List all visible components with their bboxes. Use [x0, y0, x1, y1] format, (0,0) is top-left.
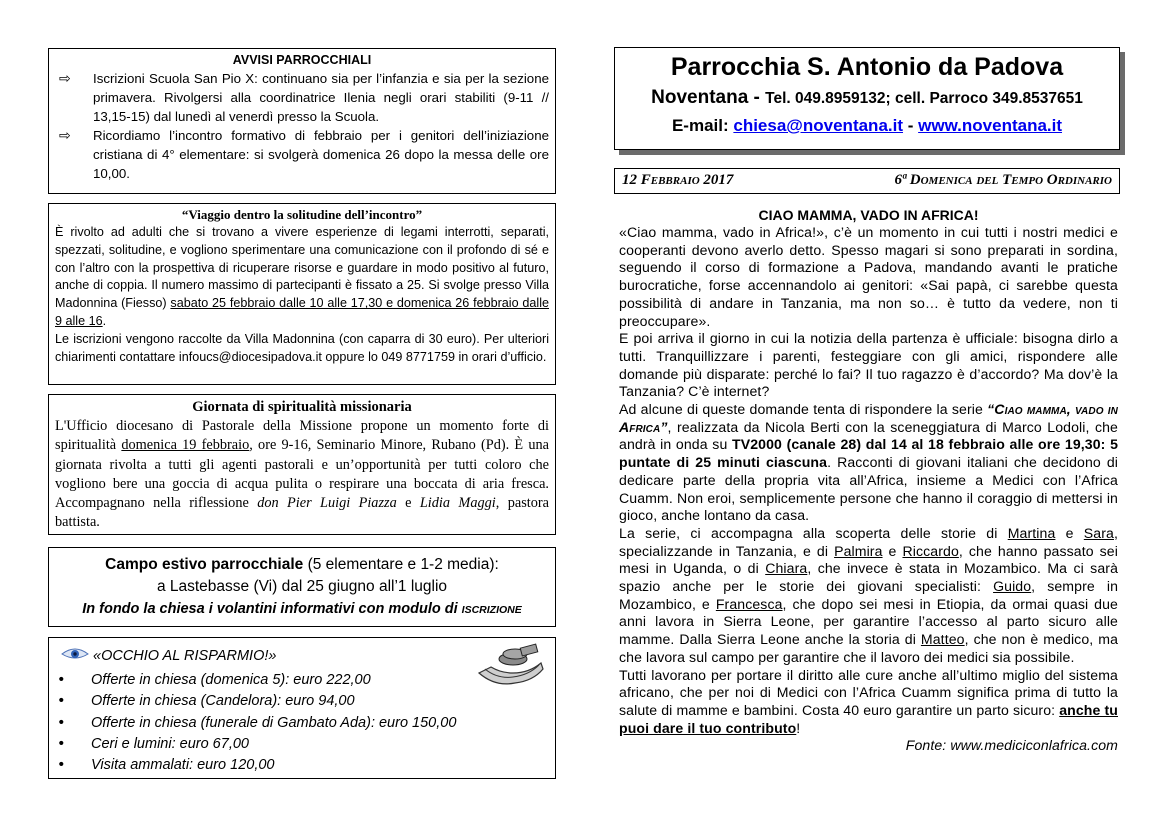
- viaggio-text: .: [102, 313, 107, 328]
- article-paragraph: [619, 525, 1118, 667]
- avvisi-item: [55, 69, 549, 126]
- avvisi-parrocchiali-box: [48, 48, 556, 194]
- list-item-text: Offerte in chiesa (funerale di Gambato Ada): euro 150,00: [91, 714, 457, 731]
- article-text: , che hanno passato sei mesi in Uganda, o di: [619, 542, 1118, 577]
- article-text: Ad alcune di queste domande tenta di rispondere la serie: [619, 401, 988, 418]
- hands-offering-icon: [475, 643, 547, 689]
- parish-header: [614, 47, 1120, 150]
- campo-title: Campo estivo parrocchiale: [105, 556, 304, 573]
- liturgical-sunday: 6ª Domenica del Tempo Ordinario: [894, 172, 1112, 188]
- avvisi-item: [55, 126, 549, 183]
- article-text: , che dopo sei mesi in Etiopia, da ormai quasi due anni lavora in Sierra Leone, per garantire l’accesso al parto sicuro alle mamme. Dalla Sierra Leone anche la storia di: [619, 595, 1118, 648]
- giornata-text: e: [396, 495, 420, 512]
- article-text: La serie, ci accompagna alla scoperta delle storie di: [619, 524, 1008, 541]
- campo-line: [53, 554, 551, 576]
- person-name: Sara: [1083, 524, 1114, 541]
- viaggio-box: [48, 203, 556, 385]
- article-text: e: [882, 542, 903, 559]
- eye-icon: [61, 647, 89, 661]
- parish-town: Noventana -: [651, 87, 766, 108]
- article-text: , che non è medico, ma che lavora sul campo per garantire che il lavoro dei medici sia possibile.: [619, 631, 1119, 665]
- website-link[interactable]: www.noventana.it: [918, 116, 1063, 135]
- viaggio-contacts: Le iscrizioni vengono raccolte da Villa Madonnina (con caparra di 30 euro). Per ulteriori chiarimenti contattare infoucs@diocesipadova.it oppure lo 049 8771759 in orari d’ufficio.: [55, 331, 549, 364]
- avvisi-item-text: Ricordiamo l’incontro formativo di febbraio per i genitori dell’iniziazione cristiana di 4° elementare: si svolgerà domenica 26 dopo la messa delle ore 10,00.: [93, 128, 549, 181]
- article-source: Fonte: www.mediciconlafrica.com: [905, 737, 1118, 754]
- separator: -: [903, 116, 919, 135]
- article-text: , specializzande in Tanzania, e di: [619, 524, 1118, 559]
- avvisi-item-text: Iscrizioni Scuola San Pio X: continuano sia per l’infanzia e sia per la sezione primavera. Rivolgersi alla coordinatrice Ilenia negli orari stabiliti (9-11 // 13,15-15) dal lunedì al venerdì presso la Scuola.: [93, 71, 549, 124]
- campo-classes: (5 elementare e 1-2 media):: [303, 556, 499, 573]
- article-title: CIAO MAMMA, VADO IN AFRICA!: [758, 207, 979, 223]
- email-label: E-mail:: [671, 116, 734, 135]
- list-item-text: Offerte in chiesa (Candelora): euro 94,00: [91, 693, 355, 710]
- bullet-icon: •: [57, 693, 66, 710]
- campo-note-sc: ISCRIZIONE: [461, 604, 522, 616]
- call-to-action: anche tu puoi dare il tuo contributo: [619, 701, 1118, 736]
- list-item-text: Offerte in chiesa (domenica 5): euro 222,00: [91, 672, 371, 688]
- viaggio-text: È rivolto ad adulti che si trovano a vivere esperienze di legami interrotti, separati, spezzati, solitudine, e vogliono sperimentare una comunicazione con il profondo di sé e con l’altro con la prospettiva di ricuperare risorse e guardare in modo positivo al futuro, anche di coppia. Il numero massimo di partecipanti è fissato a 25. Si svolge presso Villa Madonnina (Fiesso): [55, 225, 549, 311]
- person-name: Francesca: [715, 595, 783, 612]
- viaggio-title: “Viaggio dentro la solitudine dell’incontro”: [181, 207, 423, 222]
- parish-web: [615, 113, 1119, 139]
- giornata-body: [55, 417, 549, 533]
- giornata-text: , ore 9-16, Seminario Minore, Rubano (Pd). È una giornata rivolta a tutti gli agenti pastorali e un’opportunità per tutti coloro che vogliono bere una goccia di acqua pulita o respirare una boccata di aria fresca. Accompagnano nella riflessione: [55, 437, 549, 512]
- article-text: , che invece è stata in Mozambico. Ma ci sarà spazio anche per le storie dei giovani specialisti:: [619, 560, 1119, 595]
- arrow-right-icon: ⇨: [59, 70, 71, 86]
- campo-location: a Lastebasse (Vi) dal 25 giugno all’1 luglio: [156, 578, 448, 595]
- article-text: . Racconti di giovani italiani che decidono di dedicare parte della propria vita all’Africa, insieme a Medici con l’Africa Cuamm. Non eroi, semplicemente persone che hanno il coraggio di mettersi in gioco, anche lontano da casa.: [619, 454, 1118, 524]
- bullet-icon: •: [57, 714, 66, 731]
- bullet-icon: •: [57, 672, 66, 688]
- article-text: e: [1055, 524, 1084, 541]
- list-item: [57, 691, 456, 712]
- arrow-right-icon: ⇨: [59, 127, 71, 143]
- article-text: Tutti lavorano per portare il diritto alle cure anche all’ultimo miglio del sistema africano, che per noi di Medici con l’Africa Cuamm significa prima di tutto la salute di mamme e bambini. Costa 40 euro garantire un parto sicuro:: [619, 666, 1118, 718]
- occhio-risparmio-box: [48, 637, 556, 779]
- parish-contacts: [615, 84, 1119, 113]
- campo-estivo-box: [48, 547, 556, 627]
- person-name: Palmira: [834, 542, 883, 559]
- parish-phone: Tel. 049.8959132; cell. Parroco 349.8537651: [765, 90, 1083, 107]
- article-paragraph: «Ciao mamma, vado in Africa!», c’è un momento in cui tutti i nostri medici e cooperanti devono averlo detto. Spesso magari si sono preparati in sordina, seguendo il corso di formazione a Padova, mandando avanti le pratiche burocratiche, forse accennandolo ai genitori: «Sai papà, ci sarebbe questa possibilità di andare in Tanzania, ma non so… è tutto da vedere, non ti preoccupare».: [619, 224, 1118, 329]
- list-item: [57, 755, 456, 776]
- avvisi-title: AVVISI PARROCCHIALI: [232, 53, 372, 67]
- bullet-icon: •: [57, 757, 66, 774]
- viaggio-dates: sabato 25 febbraio dalle 10 alle 17,30 e domenica 26 febbraio dalle 9 alle 16: [55, 296, 550, 328]
- giornata-title: Giornata di spiritualità missionaria: [192, 399, 412, 415]
- article-paragraph: [619, 401, 1118, 525]
- giornata-text: , pastora battista.: [55, 495, 550, 531]
- article-text: , realizzata da Nicola Berti con la sceneggiatura di Marco Lodoli, che andrà in onda su: [619, 418, 1118, 453]
- list-item: [57, 713, 456, 734]
- campo-note: [53, 598, 551, 621]
- offerte-list: [57, 670, 456, 776]
- article: [619, 206, 1118, 755]
- list-item: [57, 734, 456, 755]
- giornata-box: [48, 394, 556, 535]
- giornata-text: L'Ufficio diocesano di Pastorale della Missione propone un momento forte di spiritualità: [55, 418, 549, 454]
- issue-date: 12 Febbraio 2017: [622, 172, 734, 188]
- bullet-icon: •: [57, 735, 66, 752]
- article-text: !: [796, 719, 801, 736]
- viaggio-body: [55, 224, 549, 366]
- person-name: Riccardo: [902, 542, 959, 559]
- list-item: [57, 670, 456, 691]
- campo-note-text: In fondo la chiesa i volantini informativi con modulo di: [82, 601, 462, 617]
- giornata-name: don Pier Luigi Piazza: [257, 495, 397, 512]
- person-name: Guido: [993, 578, 1032, 595]
- giornata-date: domenica 19 febbraio: [121, 437, 250, 454]
- parish-name: Parrocchia S. Antonio da Padova: [670, 53, 1064, 81]
- giornata-name: Lidia Maggi: [419, 495, 496, 512]
- article-paragraph: [619, 667, 1118, 738]
- email-link[interactable]: chiesa@noventana.it: [733, 116, 904, 135]
- article-text: , sempre in Mozambico, e: [619, 578, 1119, 612]
- dateline-box: [614, 168, 1120, 194]
- broadcast-info: TV2000 (canale 28) dal 14 al 18 febbraio alle ore 19,30: 5 puntate di 25 minuti ciascuna: [619, 436, 1119, 471]
- person-name: Chiara: [765, 560, 808, 577]
- article-paragraph: E poi arriva il giorno in cui la notizia della partenza è ufficiale: bisogna dirlo a tutti. Tranquillizzare i parenti, festeggiare con gli amici, rispondere alle domande più disparate: perché lo fai? Il tuo ragazzo è d’accordo? Ma dov’è la Tanzania? C’è internet?: [619, 330, 1118, 400]
- occhio-title: «OCCHIO AL RISPARMIO!»: [93, 648, 277, 664]
- person-name: Martina: [1007, 524, 1056, 541]
- person-name: Matteo: [920, 631, 965, 648]
- series-title: “Ciao mamma, vado in Africa”: [619, 401, 1118, 435]
- list-item-text: Visita ammalati: euro 120,00: [91, 757, 275, 774]
- list-item-text: Ceri e lumini: euro 67,00: [91, 735, 249, 752]
